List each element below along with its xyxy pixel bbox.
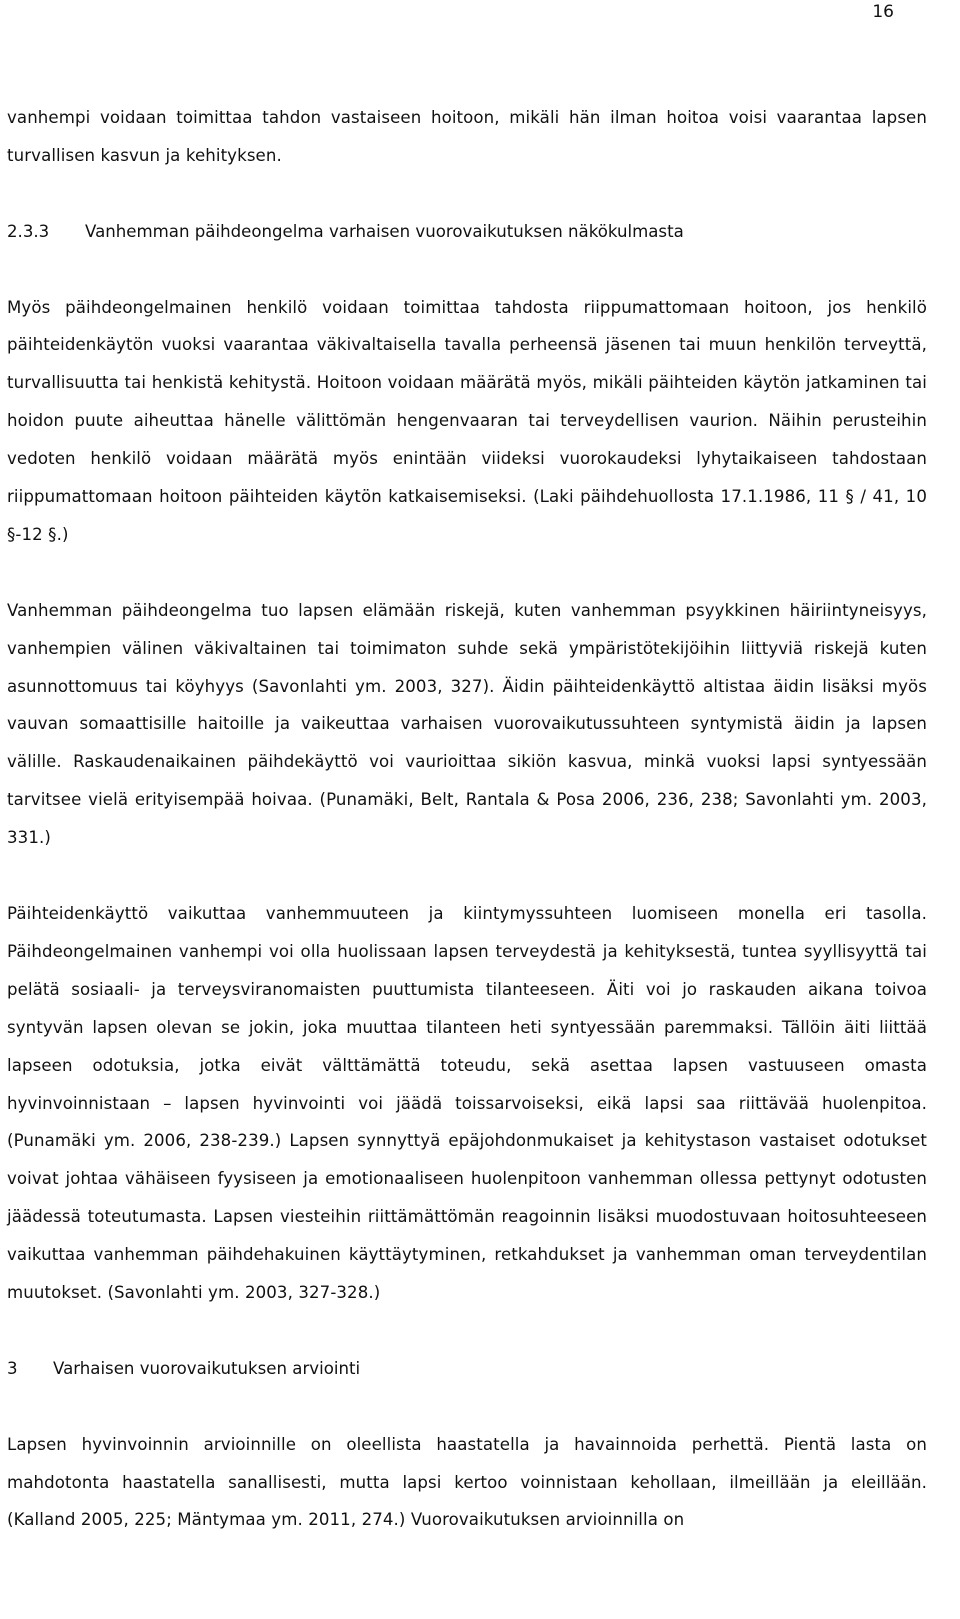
page-number: 16 (872, 2, 894, 22)
section-heading-3 (7, 1350, 927, 1388)
spacer (7, 1388, 927, 1426)
paragraph-2: Vanhemman päihdeongelma tuo lapsen elämään riskejä, kuten vanhemman psyykkinen häiriintyneisyys, vanhempien välinen väkivaltainen tai toimimaton suhde sekä ympäristötekijöihin liittyviä riskejä kuten asunnottomuus tai köyhyys (Savonlahti ym. 2003, 327). Äidin päihteidenkäyttö altistaa äidin lisäksi myös vauvan somaattisille haitoille ja vaikeuttaa varhaisen vuorovaikutussuhteen syntymistä äidin ja lapsen välille. Raskaudenaikainen päihdekäyttö voi vaurioittaa sikiön kasvua, minkä vuoksi lapsi syntyessään tarvitsee vielä erityisempää hoivaa. (Punamäki, Belt, Rantala & Posa 2006, 236, 238; Savonlahti ym. 2003, 331.) (7, 600, 927, 848)
section-title: Vanhemman päihdeongelma varhaisen vuorovaikutuksen näkökulmasta (85, 221, 684, 241)
spacer (7, 175, 927, 213)
section-title: Varhaisen vuorovaikutuksen arviointi (53, 1358, 361, 1378)
spacer (7, 251, 927, 289)
paragraph-1: Myös päihdeongelmainen henkilö voidaan toimittaa tahdosta riippumattomaan hoitoon, jos henkilö päihteidenkäytön vuoksi vaarantaa väkivaltaisella tavalla perheensä jäsenen tai muun henkilön terveyttä, turvallisuutta tai henkistä kehitystä. Hoitoon voidaan määrätä myös, mikäli päihteiden käytön jatkaminen tai hoidon puute aiheuttaa hänelle välittömän hengenvaaran tai terveydellisen vaurion. Näihin perusteihin vedoten henkilö voidaan määrätä myös enintään viideksi vuorokaudeksi lyhytaikaiseen tahdostaan riippumattomaan hoitoon päihteiden käytön katkaisemiseksi. (Laki päihdehuollosta 17.1.1986, 11 § / 41, 10 §-12 §.) (7, 297, 927, 544)
spacer (7, 857, 927, 895)
paragraph-4: Lapsen hyvinvoinnin arvioinnille on oleellista haastatella ja havainnoida perhettä. Pientä lasta on mahdotonta haastatella sanallisesti, mutta lapsi kertoo voinnistaan kehollaan, ilmeillään ja eleillään. (Kalland 2005, 225; Mäntymaa ym. 2011, 274.) Vuorovaikutuksen arvioinnilla on (7, 1434, 927, 1530)
section-number: 2.3.3 (7, 221, 50, 241)
section-heading-2-3-3 (7, 213, 927, 251)
section-number: 3 (7, 1358, 18, 1378)
paragraph-intro: vanhempi voidaan toimittaa tahdon vastaiseen hoitoon, mikäli hän ilman hoitoa voisi vaarantaa lapsen turvallisen kasvun ja kehityksen. (7, 108, 927, 165)
document-body (7, 99, 927, 1539)
paragraph-3: Päihteidenkäyttö vaikuttaa vanhemmuuteen ja kiintymyssuhteen luomiseen monella eri tasolla. Päihdeongelmainen vanhempi voi olla huolissaan lapsen terveydestä ja kehityksestä, tuntea syyllisyyttä tai pelätä sosiaali- ja terveysviranomaisten puuttumista tilanteeseen. Äiti voi jo raskauden aikana toivoa syntyvän lapsen olevan se jokin, joka muuttaa tilanteen heti syntyessään paremmaksi. Tällöin äiti liittää lapseen odotuksia, jotka eivät välttämättä toteudu, sekä asettaa lapsen vastuuseen omasta hyvinvoinnistaan – lapsen hyvinvointi voi jäädä toissarvoiseksi, eikä lapsi saa riittävää huolenpitoa. (Punamäki ym. 2006, 238-239.) Lapsen synnyttyä epäjohdonmukaiset ja kehitystason vastaiset odotukset voivat johtaa vähäiseen fyysiseen ja emotionaaliseen huolenpitoon vanhemman ollessa pettynyt odotusten jäädessä toteutumasta. Lapsen viesteihin riittämättömän reagoinnin lisäksi muodostuvaan hoitosuhteeseen vaikuttaa vanhemman päihdehakuinen käyttäytyminen, retkahdukset ja vanhemman oman terveydentilan muutokset. (Savonlahti ym. 2003, 327-328.) (7, 903, 927, 1303)
spacer (7, 1312, 927, 1350)
spacer (7, 554, 927, 592)
